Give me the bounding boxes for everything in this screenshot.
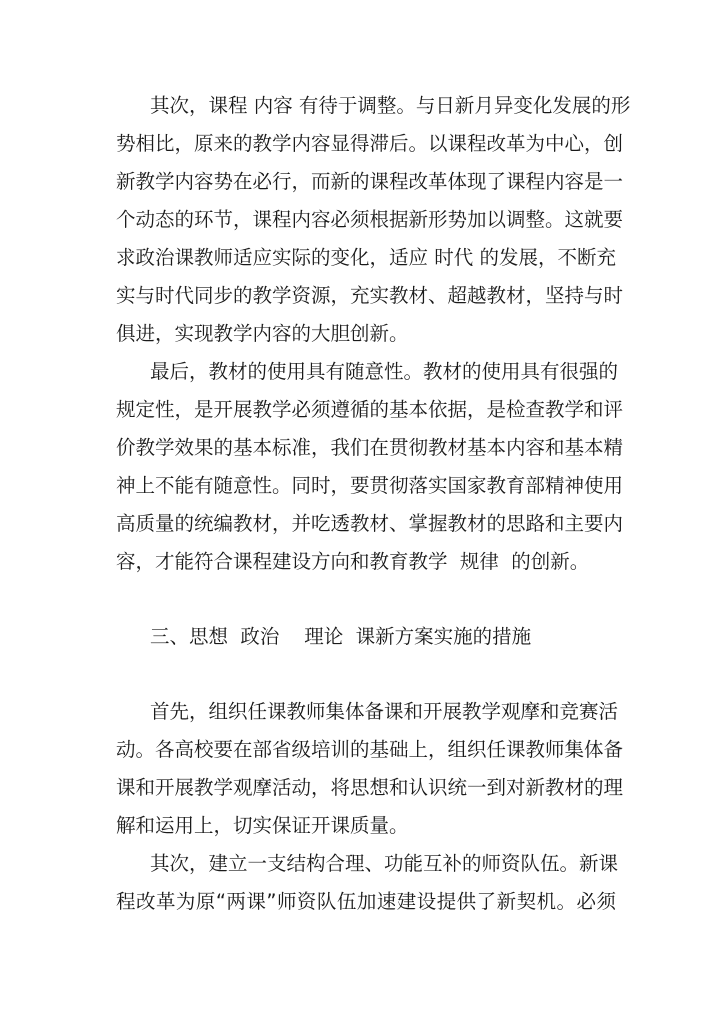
text-line: 个动态的环节，课程内容必须根据新形势加以调整。这就要: [116, 208, 624, 231]
text-line: 价教学效果的基本标准，我们在贯彻教材基本内容和基本精: [116, 436, 624, 459]
text-line: 神上不能有随意性。同时，要贯彻落实国家教育部精神使用: [116, 474, 624, 497]
text-line: 求政治课教师适应实际的变化，适应 时代 的发展，不断充: [116, 246, 616, 269]
text-line: 最后，教材的使用具有随意性。教材的使用具有很强的: [150, 360, 619, 383]
text-line: 动。各高校要在部省级培训的基础上，组织任课教师集体备: [116, 738, 624, 761]
text-line: 课和开展教学观摩活动，将思想和认识统一到对新教材的理: [116, 776, 624, 799]
text-line: 首先，组织任课教师集体备课和开展教学观摩和竞赛活: [150, 700, 619, 723]
text-line: 高质量的统编教材，并吃透教材、掌握教材的思路和主要内: [116, 512, 624, 535]
text-line: 规定性，是开展教学必须遵循的基本依据，是检查教学和评: [116, 398, 624, 421]
text-line: 其次，课程 内容 有待于调整。与日新月异变化发展的形: [150, 94, 631, 117]
section-heading: 三、思想 政治 理论 课新方案实施的措施: [150, 625, 532, 648]
text-line: 实与时代同步的教学资源，充实教材、超越教材，坚持与时: [116, 284, 624, 307]
text-line: 程改革为原“两课”师资队伍加速建设提供了新契机。必须: [116, 890, 616, 913]
text-line: 解和运用上，切实保证开课质量。: [116, 814, 409, 837]
text-line: 新教学内容势在必行，而新的课程改革体现了课程内容是一: [116, 170, 624, 193]
text-line: 俱进，实现教学内容的大胆创新。: [116, 322, 409, 345]
text-line: 容，才能符合课程建设方向和教育教学 规律 的创新。: [116, 550, 590, 573]
text-line: 其次，建立一支结构合理、功能互补的师资队伍。新课: [150, 852, 619, 875]
text-line: 势相比，原来的教学内容显得滞后。以课程改革为中心，创: [116, 132, 624, 155]
